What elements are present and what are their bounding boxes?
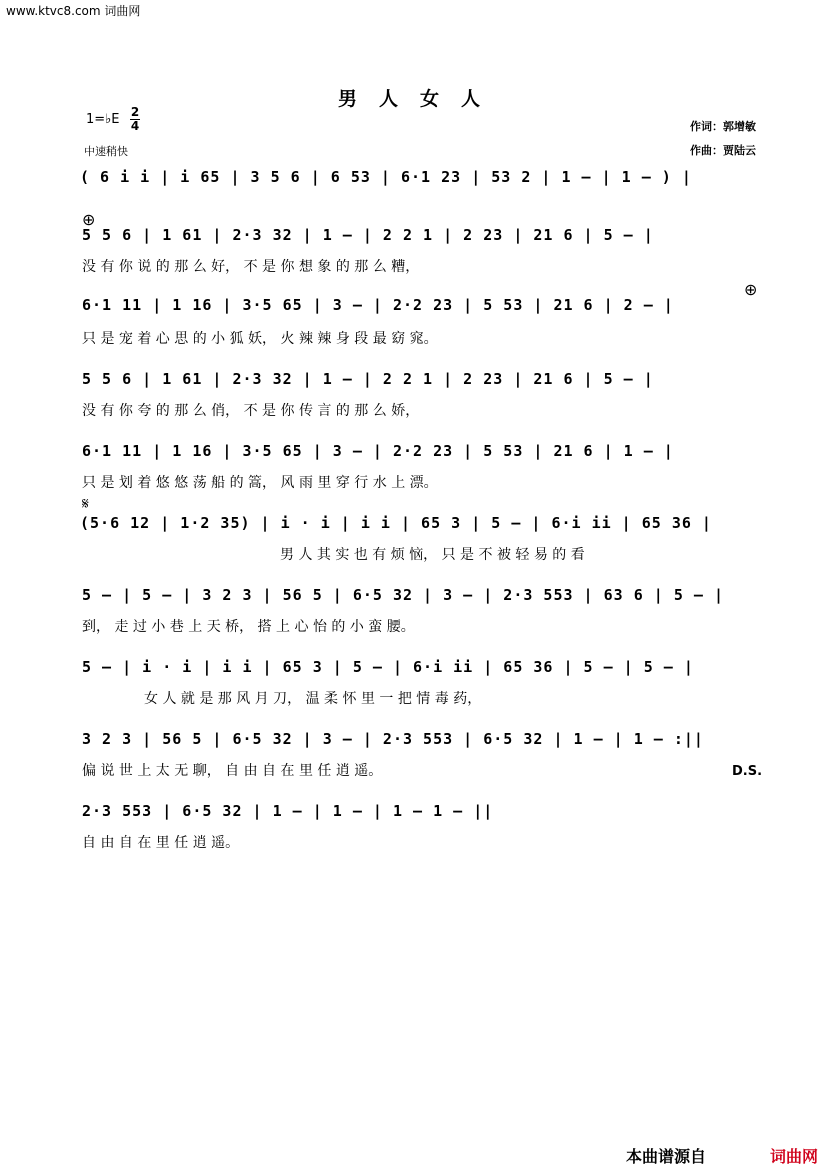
source-note: 本曲谱源自 [626,1147,707,1166]
key-signature: 1=♭E [86,112,120,127]
lyrics-row-10: 自 由 自 在 里 任 逍 遥。 [82,835,240,851]
lyrics-row-9: 偏 说 世 上 太 无 聊， 自 由 自 在 里 任 逍 遥。 [82,763,383,779]
meter-top: 2 [130,105,140,119]
lyrics-row-4: 没 有 你 夸 的 那 么 俏， 不 是 你 传 言 的 那 么 娇， [82,403,420,419]
notation-row-10: 2·3 553 | 6·5 32 | 1 — | 1 — | 1 — 1 — || [82,802,494,820]
tempo-marking: 中速稍快 [84,145,128,158]
coda-icon: ⊕ [744,280,758,299]
notation-row-9: 3 2 3 | 56 5 | 6·5 32 | 3 — | 2·3 553 | 6·5 32 | 1 — | 1 — :|| [82,730,704,748]
notation-row-2: 5 5 6 | 1 61 | 2·3 32 | 1 — | 2 2 1 | 2 23 | 21 6 | 5 — | [82,226,654,244]
lyrics-row-3: 只 是 宠 着 心 思 的 小 狐 妖， 火 辣 辣 身 段 最 窈 窕。 [82,331,438,347]
meter-bottom: 4 [130,119,140,133]
notation-row-5: 6·1 11 | 1 16 | 3·5 65 | 3 — | 2·2 23 | 5 53 | 21 6 | 1 — | [82,442,674,460]
segno-icon: 𝄋 [82,494,89,513]
time-signature [130,106,140,133]
lyrics-row-8: 女 人 就 是 那 风 月 刀， 温 柔 怀 里 一 把 情 毒 药， [144,691,482,707]
notation-row-6: (5·6 12 | 1·2 35) | i · i | i i | 65 3 | 5 — | 6·i ii | 65 36 | [80,514,712,532]
notation-row-4: 5 5 6 | 1 61 | 2·3 32 | 1 — | 2 2 1 | 2 23 | 21 6 | 5 — | [82,370,654,388]
notation-row-3: 6·1 11 | 1 16 | 3·5 65 | 3 — | 2·2 23 | 5 53 | 21 6 | 2 — | [82,296,674,314]
lyrics-row-2: 没 有 你 说 的 那 么 好， 不 是 你 想 象 的 那 么 糟， [82,259,420,275]
segno-coda-icon: ⊕ [82,210,96,229]
lyrics-row-6: 男 人 其 实 也 有 烦 恼， 只 是 不 被 轻 易 的 看 [280,547,585,563]
notation-row-1: ( 6 i i | i 65 | 3 5 6 | 6 53 | 6·1 23 | 53 2 | 1 — | 1 — ) | [80,168,692,186]
lyrics-row-7: 到， 走 过 小 巷 上 天 桥， 搭 上 心 怡 的 小 蛮 腰。 [82,619,415,635]
lyricist-credit: 作词：郭增敏 [690,120,756,133]
ds-marking: D.S. [732,764,763,779]
notation-row-7: 5 — | 5 — | 3 2 3 | 56 5 | 6·5 32 | 3 — | 2·3 553 | 63 6 | 5 — | [82,586,724,604]
lyrics-row-5: 只 是 划 着 悠 悠 荡 船 的 篙， 风 雨 里 穿 行 水 上 漂。 [82,475,438,491]
site-logo[interactable]: 词曲网 [770,1147,819,1166]
composer-credit: 作曲：贾陆云 [690,144,756,157]
site-header: www.ktvc8.com 词曲网 [6,4,141,18]
song-title: 男人女人 [337,88,502,110]
notation-row-8: 5 — | i · i | i i | 65 3 | 5 — | 6·i ii | 65 36 | 5 — | 5 — | [82,658,694,676]
